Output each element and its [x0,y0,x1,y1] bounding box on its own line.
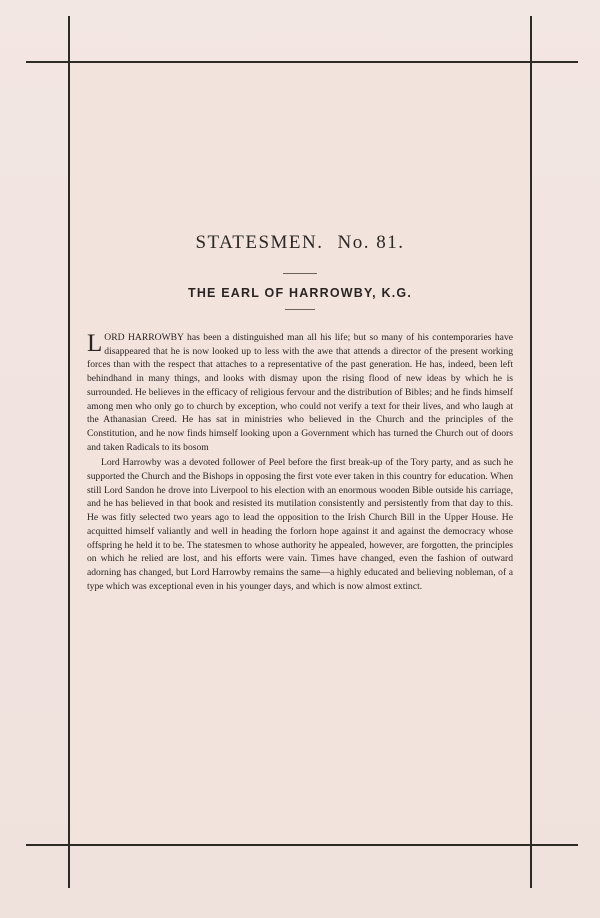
drop-cap: L [87,330,103,357]
paragraph-1 [87,331,513,454]
paragraph-1-text: ORD HARROWBY has been a distinguished man all his life; but so many of his contemporaries have disappeared that he is now looked up to less with the awe that attends a director of the present working forces than with the respect that attaches to a representative of the past generation. He has, indeed, been left behindhand in many things, and looks with dismay upon the rising flood of new ideas by which he is surrounded. He believes in the efficacy of religious fervour and the distribution of Bibles; and he finds himself among men who only go to church by exception, who could not verify a text for their lives, and who laugh at the Athanasian Creed. He has sat in ministries who believed in the Church and the principles of the Constitution, and he now finds himself looking upon a Government which has turned the Church out of doors and taken Radicals to its bosom [87,332,513,453]
subtitle-divider [285,309,315,310]
paragraph-2: Lord Harrowby was a devoted follower of Peel before the first break-up of the Tory party, and as such he supported the Church and the Bishops in opposing the first vote ever taken in this country for education. When still Lord Sandon he drove into Liverpool to his election with an enormous wooden Bible outside his carriage, and he has believed in that book and resisted its mutilation consistently and persistently from that day to this. He was fitly selected two years ago to lead the opposition to the Irish Church Bill in the Upper House. He acquitted himself valiantly and well in heading the forlorn hope against it and against the democracy whose offspring he held it to be. The statesmen to whose authority he appealed, however, are forgotten, the principles on which he relied are lost, and his efforts were vain. Times have changed, even the fashion of outward adorning has changed, but Lord Harrowby remains the same—a highly educated and believing nobleman, of a type which was exceptional even in his younger days, and which is now almost extinct. [87,457,513,592]
top-border-rule [26,61,578,63]
article-body [87,331,513,593]
series-number: No. 81. [337,232,405,253]
left-border-rule [68,16,70,888]
heading-divider [283,273,317,274]
article-subtitle: THE EARL OF HARROWBY, K.G. [187,286,413,300]
right-border-rule [530,16,532,888]
series-title: STATESMEN. [195,232,324,253]
bottom-border-rule [26,844,578,846]
series-heading [69,232,531,254]
